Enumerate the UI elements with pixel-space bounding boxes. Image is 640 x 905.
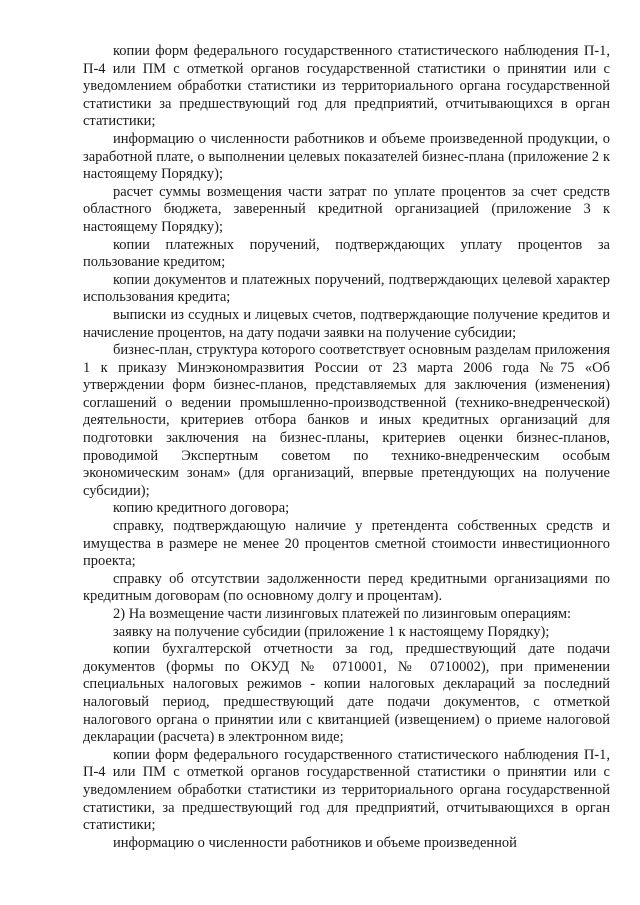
paragraph-interest-calculation: расчет суммы возмещения части затрат по уплате процентов за счет средств областного бюджета, заверенный кредитной организацией (приложение 3 к настоящему Порядку); xyxy=(83,183,610,235)
paragraph-employee-info-2: информацию о численности работников и объеме произведенной xyxy=(113,834,517,851)
paragraph-employee-info: информацию о численности работников и объеме произведенной продукции, о заработной плате, о выполнении целевых показателей бизнес-плана (приложение 2 к настоящему Порядку); xyxy=(83,130,610,183)
paragraph-statistics-forms-2: копии форм федерального государственного статистического наблюдения П-1, П-4 или ПМ с отметкой органов государственной статистики о принятии или с уведомлением обработки статистики из территориального органа государственной статистики, за предшествующий год для предприятий, отчитывающихся в орган статистики; xyxy=(83,746,610,834)
paragraph-accounting-reports: копии бухгалтерской отчетности за год, предшествующий дате подачи документов (формы по ОКУД № 0710001, № 0710002), при применении специальных налоговых режимов - копии налоговых деклараций за последний налоговый период, предшествующий дате подачи документов, с отметкой налогового органа о принятии или с квитанцией (извещением) о приеме налоговой декларации (расчета) в электронном виде; xyxy=(83,641,610,746)
paragraph-business-plan: бизнес-план, структура которого соответствует основным разделам приложения 1 к приказу Минэкономразвития России от 23 марта 2006 года №75 «Об утверждении форм бизнес-планов, представляемых для заключения (изменения) соглашений о ведении промышленно-производственной (технико-внедренческой) деятельности, критериев отбора банков и иных кредитных организаций для подготовки заключения на бизнес-планы, критериев оценки бизнес-планов, проводимой Экспертным советом по технико-внедренческим особым экономическим зонам» (для организаций, впервые претендующих на получение субсидии); xyxy=(83,342,610,499)
section-heading-leasing: 2) На возмещение части лизинговых платежей по лизинговым операциям: xyxy=(113,606,572,622)
paragraph-statistics-forms: копии форм федерального государственного статистического наблюдения П-1, П-4 или ПМ с отметкой органов государственной статистики о принятии или с уведомлением обработки статистики из территориального органа государственной статистики за предшествующий год для предприятий, отчитывающихся в орган статистики; xyxy=(83,43,610,130)
paragraph-payment-orders: копии платежных поручений, подтверждающих уплату процентов за пользование кредитом; xyxy=(83,236,610,271)
paragraph-loan-usage-docs: копии документов и платежных поручений, подтверждающих целевой характер использования кредита; xyxy=(83,271,610,306)
paragraph-no-debt: справку об отсутствии задолженности перед кредитными организациями по кредитным договорам (по основному долгу и процентам). xyxy=(83,570,610,605)
paragraph-subsidy-application: заявку на получение субсидии (приложение 1 к настоящему Порядку); xyxy=(113,623,550,640)
paragraph-own-funds: справку, подтверждающую наличие у претендента собственных средств и имущества в размере не менее 20 процентов сметной стоимости инвестиционного проекта; xyxy=(83,518,610,570)
paragraph-account-statements: выписки из ссудных и лицевых счетов, подтверждающие получение кредитов и начисление процентов, на дату подачи заявки на получение субсидии; xyxy=(83,306,610,341)
paragraph-loan-agreement: копию кредитного договора; xyxy=(113,500,290,517)
